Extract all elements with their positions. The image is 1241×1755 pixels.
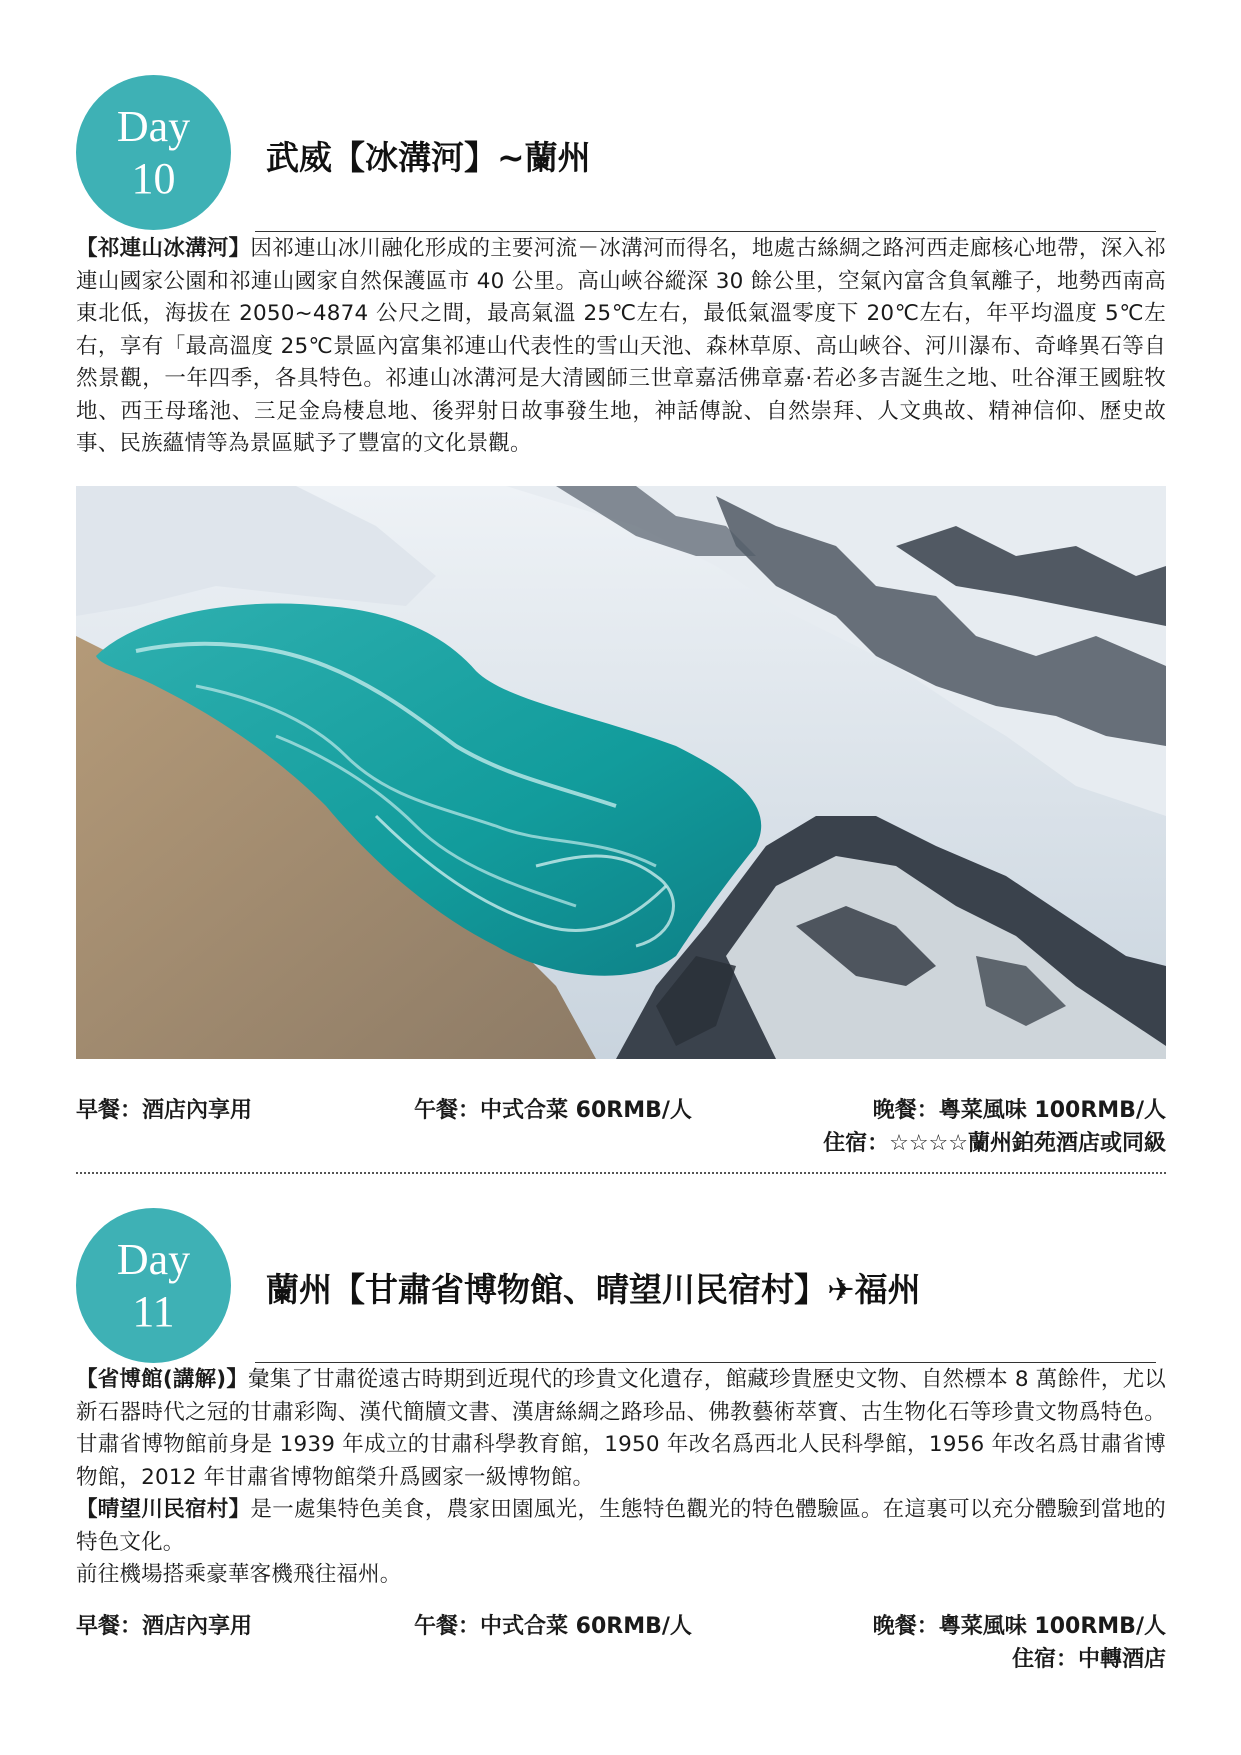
title-underline [255, 231, 1156, 232]
museum-label: 【省博館(講解)】 [76, 1367, 249, 1392]
lunch-info: 午餐：中式合菜 60RMB/人 [414, 1098, 692, 1123]
attraction-description [76, 233, 1166, 461]
museum-paragraph [76, 1364, 1166, 1494]
breakfast-info: 早餐：酒店內享用 [76, 1098, 253, 1123]
itinerary-description [76, 1364, 1166, 1592]
title-underline [255, 1362, 1156, 1363]
village-paragraph [76, 1494, 1166, 1559]
dinner-info: 晚餐：粵菜風味 100RMB/人 [872, 1098, 1166, 1123]
museum-text: 彙集了甘肅從遠古時期到近現代的珍貴文化遺存，館藏珍貴歷史文物、自然標本 8 萬餘件，尤以新石器時代之冠的甘肅彩陶、漢代簡牘文書、漢唐絲綢之路珍品、佛教藝術萃寶、古生物化石等珍貴文物爲特色。甘肅省博物館前身是 1939 年成立的甘肅科學教育館，1950 年改名爲西北人民科學館，1956 年改名爲甘肅省博物館，2012 年甘肅省博物館榮升爲國家一級博物館。 [76, 1367, 1167, 1490]
day-badge [76, 1208, 231, 1363]
dinner-info: 晚餐：粵菜風味 100RMB/人 [872, 1614, 1166, 1639]
day-title: 蘭州【甘肅省博物館、晴望川民宿村】✈福州 [266, 1270, 921, 1309]
village-label: 【晴望川民宿村】 [76, 1497, 251, 1522]
breakfast-info: 早餐：酒店內享用 [76, 1614, 253, 1639]
flight-paragraph: 前往機場搭乘豪華客機飛往福州。 [76, 1562, 402, 1587]
day-badge-number: 10 [131, 153, 176, 203]
day-badge-number: 11 [132, 1286, 175, 1336]
glacier-lake-photo [76, 486, 1166, 1059]
day-badge-word: Day [116, 101, 191, 151]
section-divider [76, 1172, 1166, 1174]
hotel-info: 住宿：中轉酒店 [1011, 1647, 1166, 1672]
day-badge [76, 75, 231, 230]
day-badge-word: Day [116, 1234, 191, 1284]
attraction-text: 因祁連山冰川融化形成的主要河流－冰溝河而得名，地處古絲綢之路河西走廊核心地帶，深入祁連山國家公園和祁連山國家自然保護區市 40 公里。高山峽谷縱深 30 餘公里，空氣內富含負氧離子，地勢西南高東北低，海拔在 2050~4874 公尺之間，最高氣溫 25℃左右，最低氣溫零度下 20℃左右，年平均溫度 5℃左右，享有「最高溫度 25℃景區內富集祁連山代表性的雪山天池、森林草原、高山峽谷、河川瀑布、奇峰異石等自然景觀，一年四季，各具特色。祁連山冰溝河是大清國師三世章嘉活佛章嘉·若必多吉誕生之地、吐谷渾王國駐牧地、西王母瑤池、三足金烏棲息地、後羿射日故事發生地，神話傳說、自然崇拜、人文典故、精神信仰、歷史故事、民族蘊情等為景區賦予了豐富的文化景觀。 [76, 236, 1166, 456]
hotel-info: 住宿：☆☆☆☆蘭州鉑苑酒店或同級 [823, 1131, 1166, 1156]
village-text: 是一處集特色美食，農家田園風光，生態特色觀光的特色體驗區。在這裏可以充分體驗到當地的特色文化。 [76, 1497, 1166, 1555]
attraction-label: 【祁連山冰溝河】 [76, 236, 251, 261]
day-title: 武威【冰溝河】~蘭州 [266, 138, 591, 177]
lunch-info: 午餐：中式合菜 60RMB/人 [414, 1614, 692, 1639]
